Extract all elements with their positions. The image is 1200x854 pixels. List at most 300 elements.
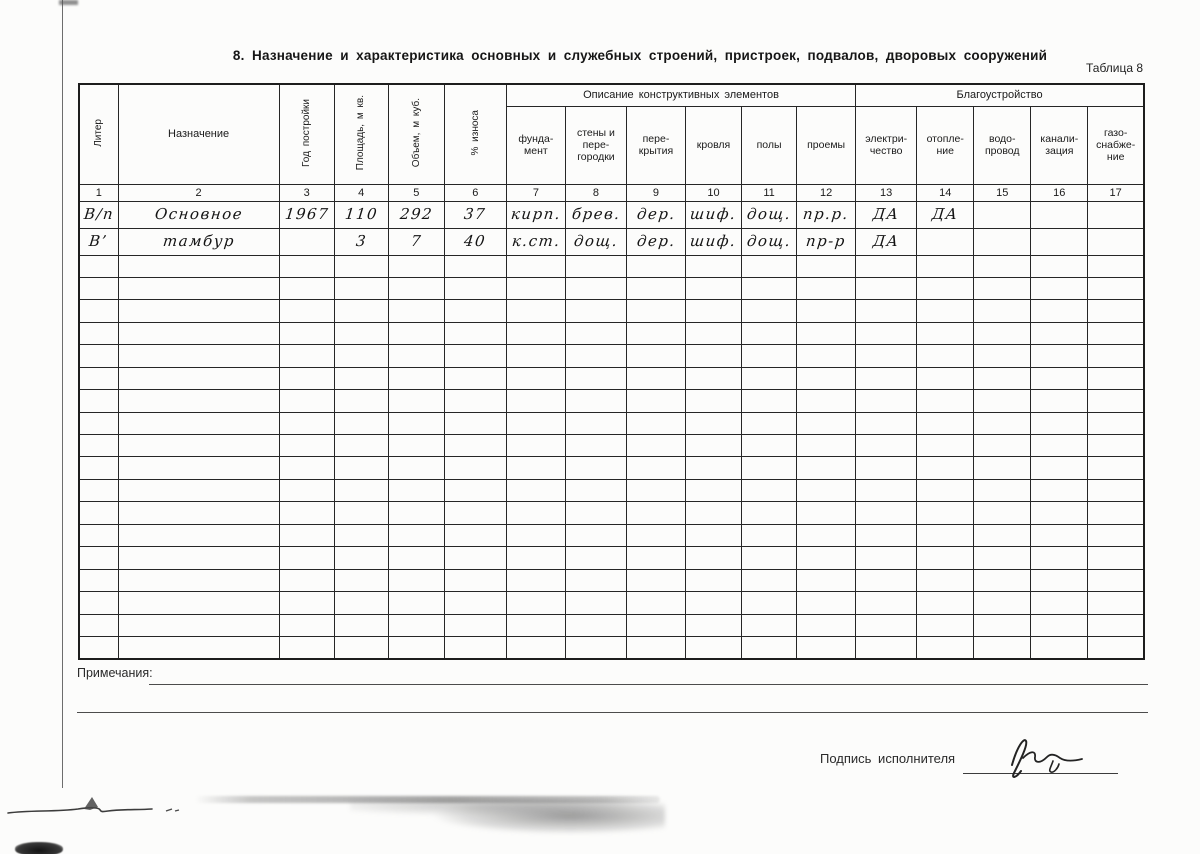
empty-cell [1031,367,1088,389]
empty-cell [118,367,279,389]
cell-row2-col5 [388,228,444,255]
empty-cell [974,412,1031,434]
empty-cell [506,457,565,479]
col-header-2 [118,84,279,184]
empty-cell [79,322,118,344]
empty-cell [742,636,797,658]
table-row [79,201,1144,228]
empty-cell [444,345,506,367]
cell-row1-col10 [686,201,742,228]
empty-cell [917,322,974,344]
empty-cell [1031,502,1088,524]
cell-row2-col16 [1031,228,1088,255]
empty-cell [279,390,334,412]
empty-cell [856,322,917,344]
table-row-empty [79,322,1144,344]
empty-cell [686,479,742,501]
empty-cell [279,592,334,614]
cell-row2-col10 [686,228,742,255]
handwritten-entry: дер. [635,205,677,223]
handwritten-entry: шиф. [689,232,738,250]
empty-cell [917,390,974,412]
empty-cell [506,390,565,412]
empty-cell [686,592,742,614]
empty-cell [506,614,565,636]
cell-row2-col9 [626,228,685,255]
table-row-empty [79,569,1144,591]
empty-cell [974,435,1031,457]
handwritten-entry: 7 [409,232,423,250]
col-number-2: 2 [118,184,279,201]
col-number-14: 14 [917,184,974,201]
cell-row2-col2 [118,228,279,255]
empty-cell [279,524,334,546]
col-number-6: 6 [444,184,506,201]
handwritten-entry: 1967 [283,205,330,223]
empty-cell [797,255,856,277]
empty-cell [388,457,444,479]
empty-cell [1031,255,1088,277]
empty-cell [1088,412,1144,434]
signature-label: Подпись исполнителя [820,751,956,766]
empty-cell [388,322,444,344]
col-number-8: 8 [565,184,626,201]
cell-row1-col2 [118,201,279,228]
empty-cell [1031,524,1088,546]
empty-cell [279,277,334,299]
table-row-empty [79,636,1144,658]
handwritten-entry: 292 [398,205,434,223]
empty-cell [79,255,118,277]
handwritten-entry: 40 [463,232,488,250]
cell-row2-col3 [279,228,334,255]
empty-cell [1088,390,1144,412]
empty-cell [686,300,742,322]
empty-cell [856,569,917,591]
empty-cell [626,636,685,658]
empty-cell [626,255,685,277]
empty-cell [742,277,797,299]
empty-cell [1031,345,1088,367]
empty-cell [974,569,1031,591]
empty-cell [974,592,1031,614]
handwritten-entry: брев. [570,205,622,223]
empty-cell [626,614,685,636]
empty-cell [626,502,685,524]
empty-cell [797,614,856,636]
empty-cell [974,255,1031,277]
empty-cell [1088,524,1144,546]
handwritten-entry: Основное [153,205,244,223]
empty-cell [686,502,742,524]
empty-cell [279,547,334,569]
cell-row1-col13 [856,201,917,228]
empty-cell [565,524,626,546]
empty-cell [686,636,742,658]
empty-cell [917,412,974,434]
empty-cell [742,345,797,367]
empty-cell [79,547,118,569]
empty-cell [334,345,388,367]
table-row-empty [79,277,1144,299]
empty-cell [334,502,388,524]
empty-cell [856,412,917,434]
empty-cell [686,457,742,479]
empty-cell [565,435,626,457]
notes-line-2 [77,712,1148,713]
empty-cell [118,412,279,434]
empty-cell [742,322,797,344]
col-number-1: 1 [79,184,118,201]
table-row-empty [79,479,1144,501]
cell-row1-col6 [444,201,506,228]
empty-cell [444,479,506,501]
scan-edge-mark [59,0,78,5]
empty-cell [1031,569,1088,591]
empty-cell [626,592,685,614]
empty-cell [742,300,797,322]
col-header-9: пере- крытия [626,106,685,184]
empty-cell [388,502,444,524]
table-row-empty [79,547,1144,569]
empty-cell [797,502,856,524]
col-header-3 [279,84,334,184]
empty-cell [856,636,917,658]
empty-cell [118,390,279,412]
empty-cell [506,435,565,457]
col-header-8: стены и пере- городки [565,106,626,184]
empty-cell [1031,614,1088,636]
empty-cell [279,345,334,367]
empty-cell [917,524,974,546]
table-row-empty [79,524,1144,546]
handwritten-entry: пр-р [805,232,848,250]
col-header-5 [388,84,444,184]
handwritten-entry: пр.р. [802,205,851,223]
empty-cell [974,547,1031,569]
cell-row2-col17 [1088,228,1144,255]
empty-cell [388,345,444,367]
empty-cell [1031,412,1088,434]
empty-cell [279,614,334,636]
empty-cell [279,255,334,277]
handwritten-entry: кирп. [509,205,562,223]
empty-cell [917,435,974,457]
empty-cell [565,367,626,389]
table-row-empty [79,457,1144,479]
col-number-7: 7 [506,184,565,201]
empty-cell [626,457,685,479]
empty-cell [974,367,1031,389]
handwritten-entry: В’ [88,232,110,250]
cell-row2-col14 [917,228,974,255]
empty-cell [742,255,797,277]
empty-cell [1088,277,1144,299]
empty-cell [1031,547,1088,569]
col-header-label: % износа [469,110,481,156]
empty-cell [686,614,742,636]
empty-cell [444,322,506,344]
empty-cell [444,457,506,479]
empty-cell [565,547,626,569]
empty-cell [118,255,279,277]
empty-cell [686,435,742,457]
empty-cell [797,435,856,457]
empty-cell [626,367,685,389]
empty-cell [974,322,1031,344]
empty-cell [686,367,742,389]
empty-cell [506,277,565,299]
empty-cell [1031,479,1088,501]
empty-cell [742,592,797,614]
col-header-12: проемы [797,106,856,184]
empty-cell [118,569,279,591]
empty-cell [856,524,917,546]
empty-cell [444,300,506,322]
empty-cell [565,592,626,614]
empty-cell [1031,636,1088,658]
notes-label: Примечания: [77,666,153,680]
table-row-empty [79,345,1144,367]
table-row-empty [79,592,1144,614]
col-header-label: Назначение [168,128,230,141]
empty-cell [388,390,444,412]
table-row-empty [79,367,1144,389]
handwritten-entry: тамбур [161,232,236,250]
cell-row1-col7 [506,201,565,228]
empty-cell [118,502,279,524]
empty-cell [118,592,279,614]
empty-cell [506,636,565,658]
empty-cell [856,367,917,389]
empty-cell [974,277,1031,299]
empty-cell [118,547,279,569]
empty-cell [565,412,626,434]
empty-cell [1031,322,1088,344]
table-row-empty [79,412,1144,434]
empty-cell [79,390,118,412]
col-header-1 [79,84,118,184]
empty-cell [1088,367,1144,389]
cell-row1-col1 [79,201,118,228]
empty-cell [856,457,917,479]
col-header-14: отопле- ние [917,106,974,184]
empty-cell [686,390,742,412]
empty-cell [444,277,506,299]
empty-cell [797,367,856,389]
handwritten-entry: 3 [354,232,368,250]
empty-cell [565,300,626,322]
empty-cell [1088,479,1144,501]
empty-cell [79,524,118,546]
empty-cell [856,255,917,277]
empty-cell [79,569,118,591]
empty-cell [797,412,856,434]
cell-row2-col13 [856,228,917,255]
empty-cell [506,412,565,434]
empty-cell [917,255,974,277]
handwritten-entry: 37 [463,205,488,223]
cell-row2-col15 [974,228,1031,255]
handwritten-entry: дер. [635,232,677,250]
empty-cell [856,592,917,614]
empty-cell [118,300,279,322]
empty-cell [742,435,797,457]
empty-cell [686,255,742,277]
empty-cell [444,614,506,636]
col-header-7: фунда- мент [506,106,565,184]
table-row [79,228,1144,255]
empty-cell [506,479,565,501]
empty-cell [626,547,685,569]
empty-cell [388,255,444,277]
col-header-6 [444,84,506,184]
col-header-label: Литер [93,118,105,147]
col-number-15: 15 [974,184,1031,201]
empty-cell [917,502,974,524]
empty-cell [626,322,685,344]
empty-cell [279,322,334,344]
empty-cell [797,457,856,479]
empty-cell [388,435,444,457]
col-header-10: кровля [686,106,742,184]
handwritten-entry: 110 [343,205,379,223]
empty-cell [506,345,565,367]
empty-cell [1031,390,1088,412]
empty-cell [565,479,626,501]
empty-cell [1088,502,1144,524]
empty-cell [506,502,565,524]
group-header-construction: Описание конструктивных элементов [506,84,855,106]
empty-cell [334,435,388,457]
empty-cell [279,300,334,322]
empty-cell [388,614,444,636]
empty-cell [1088,457,1144,479]
col-header-label: Объем, м куб. [410,98,422,168]
col-header-11: полы [742,106,797,184]
empty-cell [388,636,444,658]
table-row-empty [79,614,1144,636]
handwritten-entry: В/п [82,205,115,223]
col-header-15: водо- провод [974,106,1031,184]
cell-row2-col7 [506,228,565,255]
empty-cell [974,636,1031,658]
empty-cell [444,547,506,569]
empty-cell [742,547,797,569]
empty-cell [334,300,388,322]
col-number-11: 11 [742,184,797,201]
empty-cell [1088,345,1144,367]
handwritten-entry: ДА [930,205,960,223]
empty-cell [506,547,565,569]
cell-row1-col3 [279,201,334,228]
cell-row2-col6 [444,228,506,255]
column-number-row [79,184,1144,201]
empty-cell [742,479,797,501]
cell-row2-col8 [565,228,626,255]
empty-cell [444,569,506,591]
col-header-label: Площадь, м кв. [355,95,367,171]
empty-cell [388,367,444,389]
cell-row1-col17 [1088,201,1144,228]
empty-cell [1031,592,1088,614]
header-group-row [79,84,1144,106]
empty-cell [856,300,917,322]
empty-cell [797,636,856,658]
cell-row1-col12 [797,201,856,228]
empty-cell [742,502,797,524]
cell-row1-col15 [974,201,1031,228]
empty-cell [1088,300,1144,322]
empty-cell [742,390,797,412]
empty-cell [565,255,626,277]
empty-cell [626,435,685,457]
empty-cell [79,277,118,299]
empty-cell [686,547,742,569]
empty-cell [626,569,685,591]
empty-cell [742,412,797,434]
empty-cell [388,277,444,299]
notes-line-1 [149,684,1148,685]
cell-row1-col14 [917,201,974,228]
empty-cell [444,412,506,434]
empty-cell [1088,569,1144,591]
handwritten-entry: шиф. [689,205,738,223]
scan-page-edge-line [62,0,63,788]
empty-cell [686,412,742,434]
empty-cell [334,592,388,614]
empty-cell [686,569,742,591]
empty-cell [334,457,388,479]
empty-cell [334,412,388,434]
empty-cell [388,592,444,614]
empty-cell [1088,614,1144,636]
empty-cell [444,435,506,457]
empty-cell [565,502,626,524]
empty-cell [1088,255,1144,277]
empty-cell [1088,592,1144,614]
col-number-10: 10 [686,184,742,201]
col-number-17: 17 [1088,184,1144,201]
handwritten-entry: дощ. [745,205,793,223]
empty-cell [334,524,388,546]
empty-cell [79,457,118,479]
col-header-label: Год постройки [300,98,312,167]
empty-cell [444,524,506,546]
empty-cell [334,569,388,591]
empty-cell [118,524,279,546]
empty-cell [79,435,118,457]
empty-cell [797,547,856,569]
empty-cell [917,457,974,479]
empty-cell [444,255,506,277]
empty-cell [1088,636,1144,658]
cell-row2-col4 [334,228,388,255]
empty-cell [626,479,685,501]
empty-cell [444,502,506,524]
empty-cell [797,592,856,614]
table-row-empty [79,255,1144,277]
cell-row2-col11 [742,228,797,255]
empty-cell [686,277,742,299]
empty-cell [334,277,388,299]
empty-cell [974,524,1031,546]
empty-cell [797,524,856,546]
empty-cell [742,614,797,636]
empty-cell [388,479,444,501]
empty-cell [742,524,797,546]
cell-row1-col4 [334,201,388,228]
